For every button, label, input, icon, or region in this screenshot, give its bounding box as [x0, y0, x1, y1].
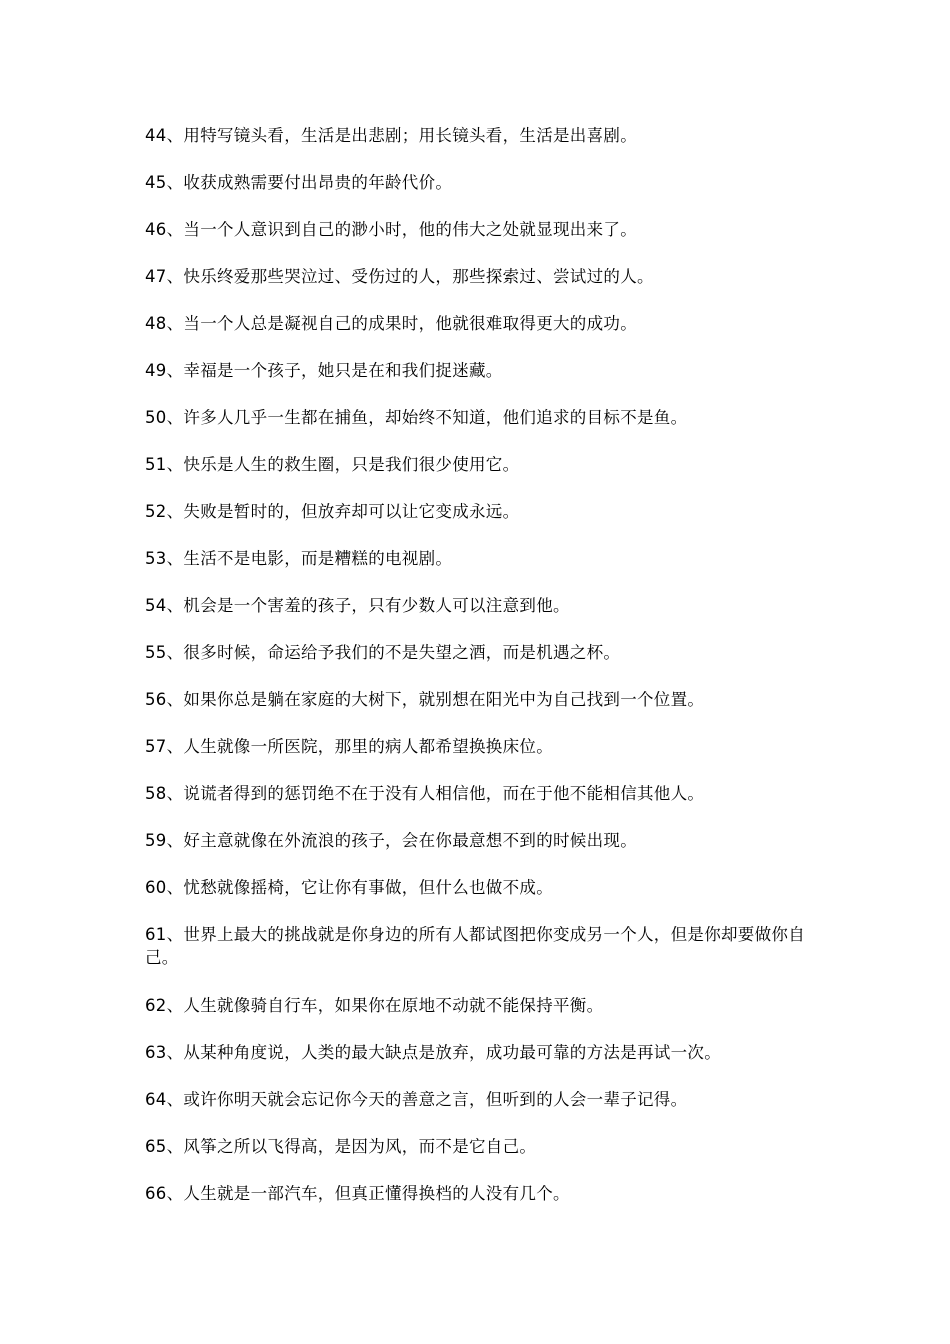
quote-list [145, 124, 825, 1229]
quote-44: 44、用特写镜头看，生活是出悲剧；用长镜头看，生活是出喜剧。 [145, 126, 637, 145]
quote-51: 51、快乐是人生的救生圈，只是我们很少使用它。 [145, 455, 520, 474]
quote-48: 48、当一个人总是凝视自己的成果时，他就很难取得更大的成功。 [145, 314, 637, 333]
quote-59: 59、好主意就像在外流浪的孩子，会在你最意想不到的时候出现。 [145, 831, 637, 850]
quote-49: 49、幸福是一个孩子，她只是在和我们捉迷藏。 [145, 361, 503, 380]
quote-61: 61、世界上最大的挑战就是你身边的所有人都试图把你变成另一个人，但是你却要做你自己。 [145, 925, 805, 967]
quote-55: 55、很多时候，命运给予我们的不是失望之酒，而是机遇之杯。 [145, 643, 621, 662]
quote-52: 52、失败是暂时的，但放弃却可以让它变成永远。 [145, 502, 520, 521]
quote-63: 63、从某种角度说，人类的最大缺点是放弃，成功最可靠的方法是再试一次。 [145, 1043, 721, 1062]
quote-58: 58、说谎者得到的惩罚绝不在于没有人相信他，而在于他不能相信其他人。 [145, 784, 705, 803]
quote-46: 46、当一个人意识到自己的渺小时，他的伟大之处就显现出来了。 [145, 220, 637, 239]
quote-56: 56、如果你总是躺在家庭的大树下，就别想在阳光中为自己找到一个位置。 [145, 690, 705, 709]
quote-54: 54、机会是一个害羞的孩子，只有少数人可以注意到他。 [145, 596, 570, 615]
quote-50: 50、许多人几乎一生都在捕鱼，却始终不知道，他们追求的目标不是鱼。 [145, 408, 688, 427]
quote-57: 57、人生就像一所医院，那里的病人都希望换换床位。 [145, 737, 553, 756]
quote-62: 62、人生就像骑自行车，如果你在原地不动就不能保持平衡。 [145, 996, 604, 1015]
quote-47: 47、快乐终爱那些哭泣过、受伤过的人，那些探索过、尝试过的人。 [145, 267, 654, 286]
quote-66: 66、人生就是一部汽车，但真正懂得换档的人没有几个。 [145, 1184, 570, 1203]
quote-45: 45、收获成熟需要付出昂贵的年龄代价。 [145, 173, 453, 192]
quote-53: 53、生活不是电影，而是糟糕的电视剧。 [145, 549, 453, 568]
quote-60: 60、忧愁就像摇椅，它让你有事做，但什么也做不成。 [145, 878, 553, 897]
quote-65: 65、风筝之所以飞得高，是因为风，而不是它自己。 [145, 1137, 537, 1156]
quote-64: 64、或许你明天就会忘记你今天的善意之言，但听到的人会一辈子记得。 [145, 1090, 688, 1109]
